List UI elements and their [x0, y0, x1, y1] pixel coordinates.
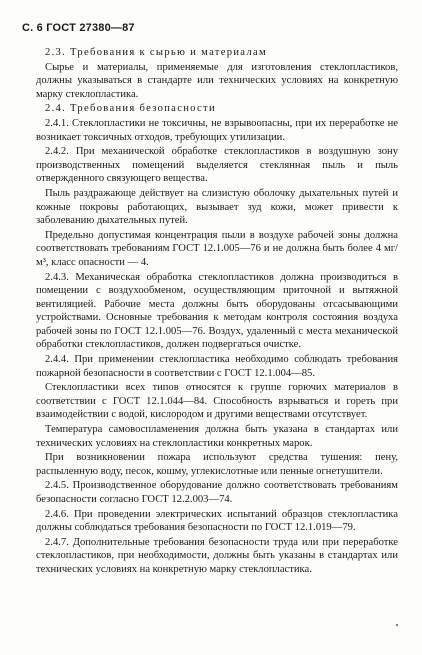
paragraph-2-4-3: 2.4.3. Механическая обработка стеклопластиков должна производиться в помещении с воздухообменом, осуществляющим приточной и вытяжной вентиляцией. Рабочие места должны быть оборудованы отсасывающими устройствами. Основные требования к методам контроля состояния воздуха рабочей зоны по ГОСТ 12.1.005—76. Воздух, удаленный с места механической обработки стеклопластиков, должен подвергаться очистке.	[36, 271, 398, 351]
paragraph-ignition-temperature: Температура самовоспламенения должна быть указана в стандартах или технических условиях на стеклопластики конкретных марок.	[36, 424, 398, 449]
document-body	[36, 46, 398, 578]
paragraph-dust-irritation: Пыль раздражающе действует на слизистую оболочку дыхательных путей и кожные покровы работающих, вызывает зуд кожи, может привести к заболеванию дыхательных путей.	[36, 187, 398, 227]
paragraph-2-4-7: 2.4.7. Дополнительные требования безопасности труда или при переработке стеклопластиков, при необходимости, должны быть указаны в стандартах или технических условиях на конкретную марку стеклопластика.	[36, 536, 398, 575]
section-heading-safety: 2.4. Требования безопасности	[45, 103, 216, 115]
paragraph-2-4-2: 2.4.2. При механической обработке стеклопластиков в воздушную зону производственных помещений выделяется стеклянная пыль и пыль отвержденного связующего вещества.	[36, 146, 398, 185]
scan-speck	[396, 624, 398, 626]
paragraph-fire-extinguishing: При возникновении пожара используют средства тушения: пену, распыленную воду, песок, кошму, углекислотные или пенные огнетушители.	[36, 452, 398, 477]
paragraph-dust-concentration: Предельно допустимая концентрация пыли в воздухе рабочей зоны должна соответствовать требованиям ГОСТ 12.1.005—76 и не должна быть более 4 мг/м³, класс опасности — 4.	[36, 229, 398, 268]
paragraph-2-4-1: 2.4.1. Стеклопластики не токсичны, не взрывоопасны, при их переработке не возникает токсичных отходов, требующих утилизации.	[36, 117, 398, 143]
paragraph-2-4-6: 2.4.6. При проведении электрических испытаний образцов стеклопластика должны соблюдаться требования безопасности по ГОСТ 12.1.019—79.	[36, 508, 398, 534]
paragraph-2-4-4: 2.4.4. При применении стеклопластика необходимо соблюдать требования пожарной безопасности в соответствии с ГОСТ 12.1.004—85.	[36, 354, 398, 379]
paragraph-raw-materials: Сырье и материалы, применяемые для изготовления стеклопластиков, должны указываться в стандарте или технических условиях на конкретную марку стеклопластика.	[36, 61, 398, 100]
paragraph-flammability: Стеклопластики всех типов относятся к группе горючих материалов в соответствии с ГОСТ 12.1.044—84. Способность взрываться и гореть при взаимодействии с водой, кислородом и другими веществами отсутствует.	[36, 382, 398, 421]
paragraph-2-4-5: 2.4.5. Производственное оборудование должно соответствовать требованиям безопасности согласно ГОСТ 12.2.003—74.	[36, 480, 398, 505]
section-heading-raw-materials: 2.3. Требования к сырью и материалам	[45, 47, 267, 58]
running-head: С. 6 ГОСТ 27380—87	[22, 22, 135, 34]
